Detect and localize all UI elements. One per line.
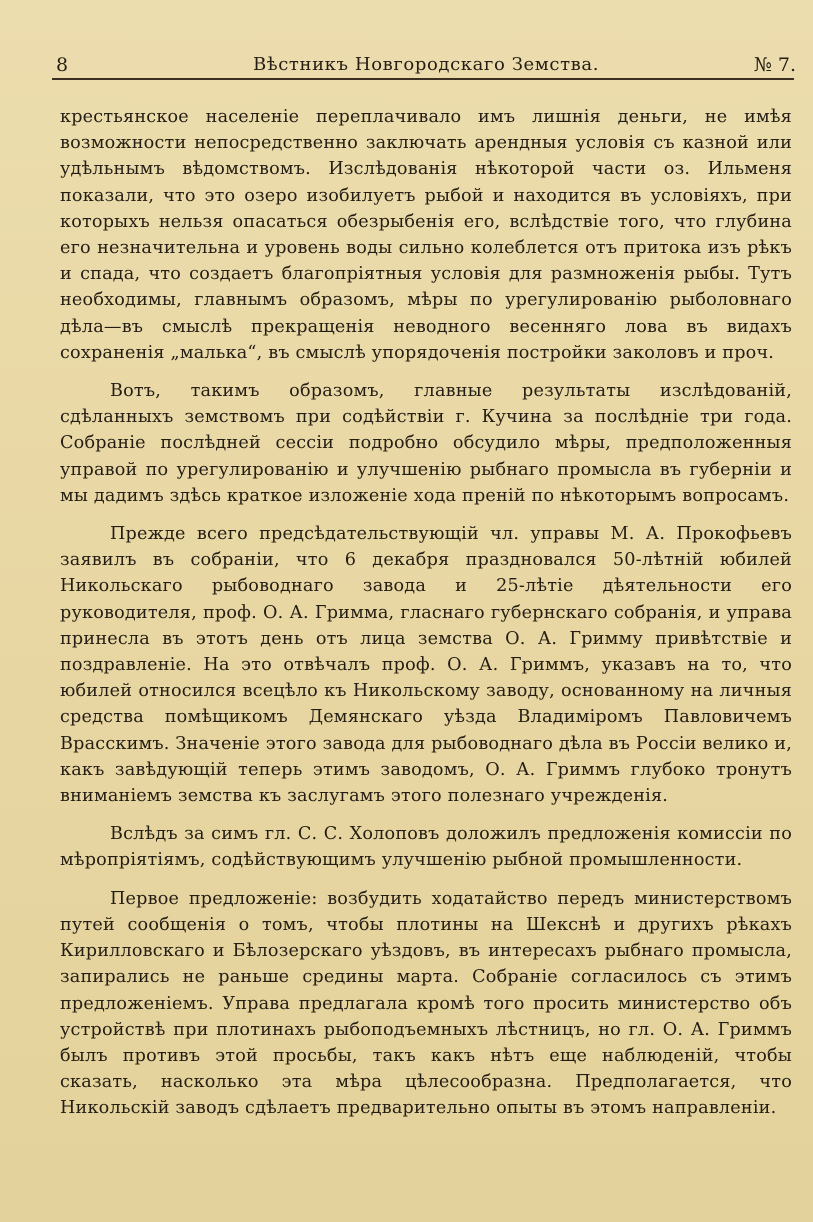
journal-title: Вѣстникъ Новгородскаго Земства. [252,54,600,75]
page-number: 8 [56,54,69,76]
paragraph-commission-report: Вслѣдъ за симъ гл. С. С. Холоповъ доложилъ предложенія комиссіи по мѣропріятіямъ, содѣйствующимъ улучшенію рыбной промышленности. [60,824,792,871]
article-body [60,104,792,1122]
issue-number: № 7. [753,54,796,76]
paragraph-jubilee: Прежде всего предсѣдательствующій чл. управы М. А. Прокофьевъ заявилъ въ собраніи, что 6 декабря праздновался 50-лѣтній юбилей Никольскаго рыбоводнаго завода и 25-лѣтіе дѣятельности его руководителя, проф. О. А. Гримма, гласнаго губернскаго собранія, и управа принесла въ этотъ день отъ лица земства О. А. Гримму привѣтствіе и поздравленіе. На это отвѣчалъ проф. О. А. Гриммъ, указавъ на то, что юбилей относился всецѣло къ Никольскому заводу, основанному на личныя средства помѣщикомъ Демянскаго уѣзда Владиміромъ Павловичемъ Врасскимъ. Значеніе этого завода для рыбоводнаго дѣла въ Россіи велико и, какъ завѣдующій теперь этимъ заводомъ, О. А. Гриммъ глубоко тронутъ вниманіемъ земства къ заслугамъ этого полезнаго учрежденія. [60,524,792,807]
paragraph-first-proposal: Первое предложеніе: возбудить ходатайство передъ министерствомъ путей сообщенія о томъ, чтобы плотины на Шекснѣ и другихъ рѣкахъ Кирилловскаго и Бѣлозерскаго уѣздовъ, въ интересахъ рыбнаго промысла, запирались не раньше средины марта. Собраніе согласилось съ этимъ предложеніемъ. Управа предлагала кромѣ того просить министерство объ устройствѣ при плотинахъ рыбоподъемныхъ лѣстницъ, но гл. О. А. Гриммъ былъ противъ этой просьбы, такъ какъ нѣтъ еще наблюденій, чтобы сказать, насколько эта мѣра цѣлесообразна. Предполагается, что Никольскій заводъ сдѣлаетъ предварительно опыты въ этомъ направленіи. [60,888,792,1119]
paragraph-results-summary: Вотъ, такимъ образомъ, главные результаты изслѣдованій, сдѣланныхъ земствомъ при содѣйствіи г. Кучина за послѣдніе три года. Собраніе послѣдней сессіи подробно обсудило мѣры, предположенныя управой по урегулированію и улучшенію рыбнаго промысла въ губерніи и мы дадимъ здѣсь краткое изложеніе хода преній по нѣкоторымъ вопросамъ. [60,381,792,506]
paragraph-continuation: крестьянское населеніе переплачивало имъ лишнія деньги, не имѣя возможности непосредственно заключать арендныя условія съ казной или удѣльнымъ вѣдомствомъ. Изслѣдованія нѣкоторой части оз. Ильменя показали, что это озеро изобилуетъ рыбой и находится въ условіяхъ, при которыхъ нельзя опасаться обезрыбенія его, вслѣдствіе того, что глубина его незначительна и уровень воды сильно колеблется отъ притока изъ рѣкъ и спада, что создаетъ благопріятныя условія для размноженія рыбы. Тутъ необходимы, главнымъ образомъ, мѣры по урегулированію рыболовнаго дѣла—въ смыслѣ прекращенія неводного весенняго лова въ видахъ сохраненія „малька“, въ смыслѣ упорядоченія постройки заколовъ и проч. [60,107,792,363]
header-rule [52,78,794,80]
